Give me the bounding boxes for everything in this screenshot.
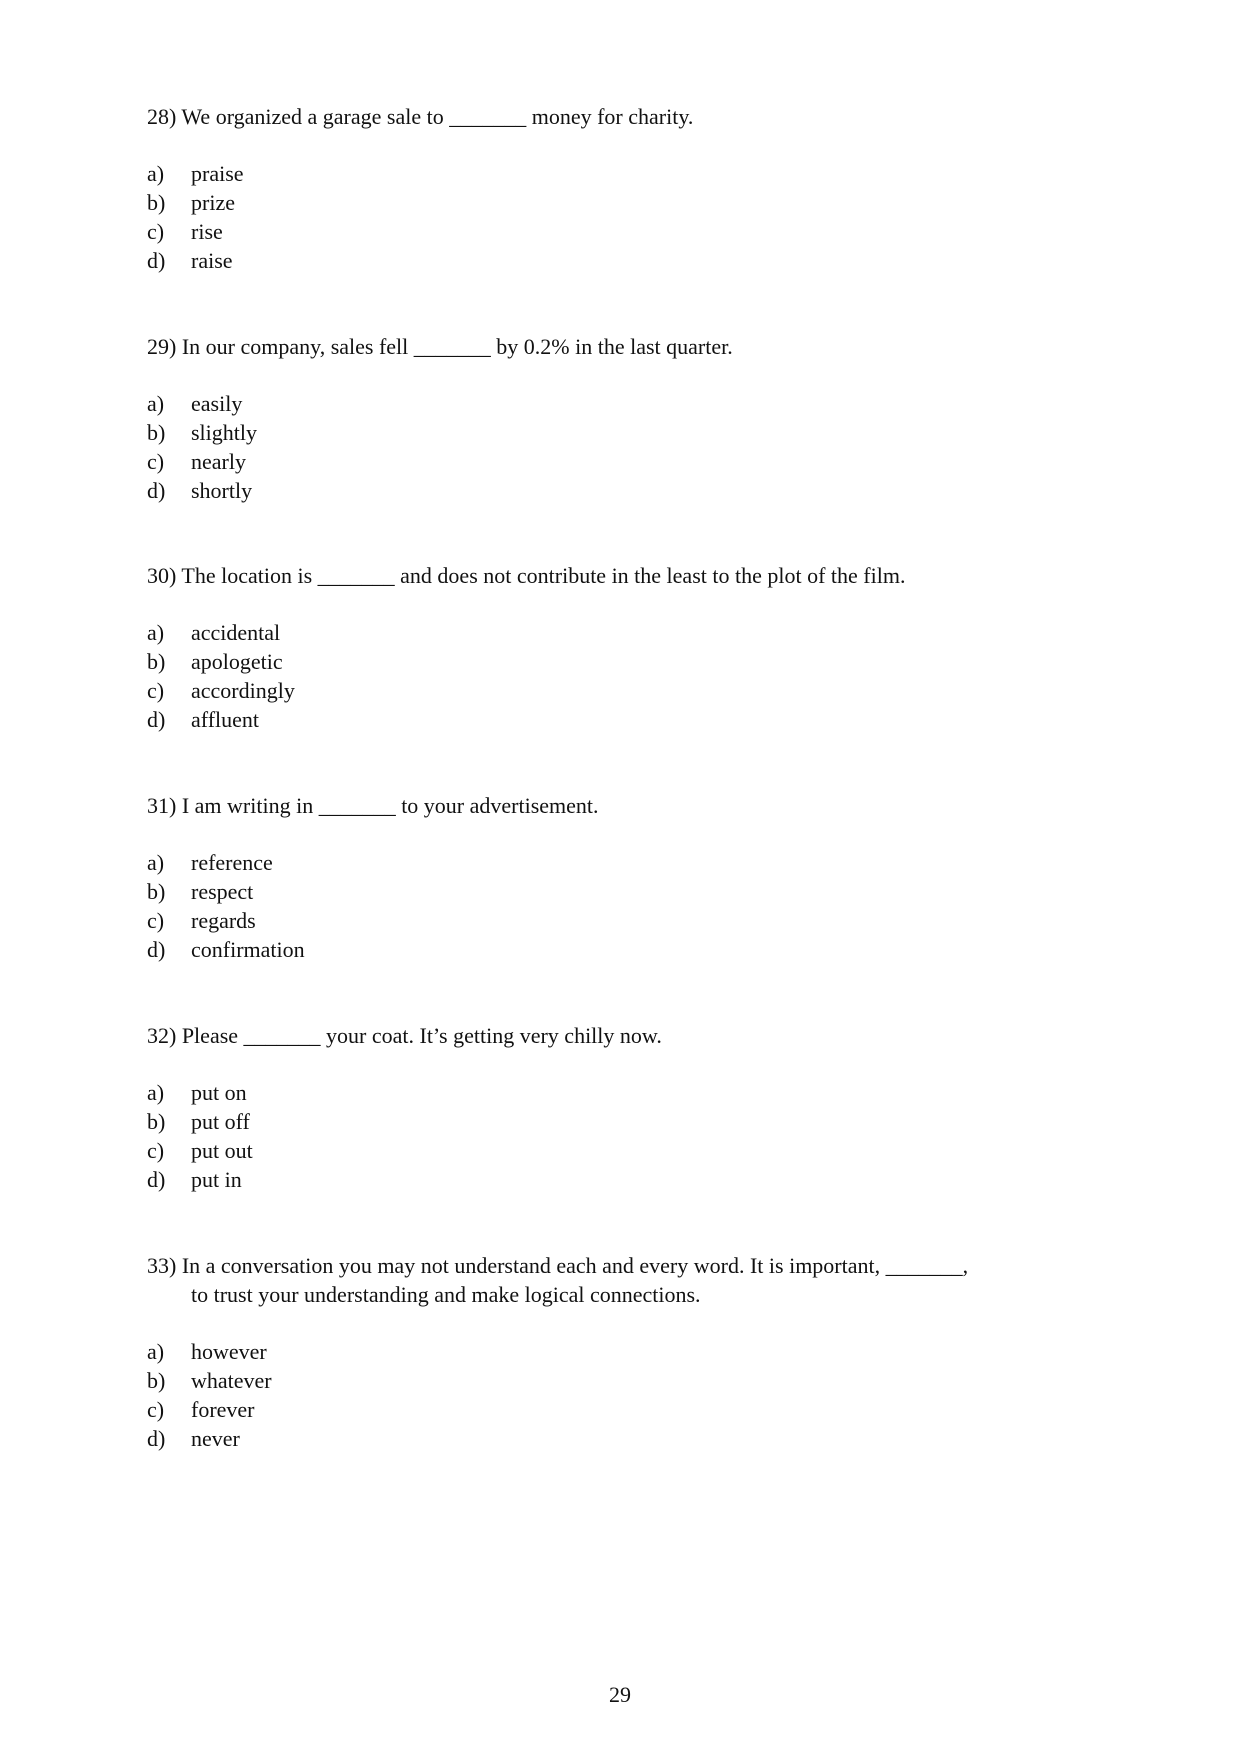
option-letter: c) xyxy=(147,908,165,933)
option xyxy=(147,447,1107,476)
option xyxy=(147,1078,1107,1107)
options-list xyxy=(147,159,1107,275)
option-letter: d) xyxy=(147,1426,166,1451)
option-letter: d) xyxy=(147,1167,166,1192)
option-letter: c) xyxy=(147,678,165,703)
option-letter: c) xyxy=(147,1397,165,1422)
option-text: easily xyxy=(191,391,243,416)
option xyxy=(147,476,1107,505)
option-text: nearly xyxy=(191,449,246,474)
question-stem xyxy=(147,561,1107,590)
question-stem xyxy=(147,791,1107,820)
option xyxy=(147,877,1107,906)
option xyxy=(147,188,1107,217)
option xyxy=(147,647,1107,676)
option xyxy=(147,618,1107,647)
option xyxy=(147,217,1107,246)
option-text: shortly xyxy=(191,478,253,503)
options-list xyxy=(147,618,1107,734)
stem-text: 31) I am writing in _______ to your advertisement. xyxy=(147,793,599,818)
option xyxy=(147,159,1107,188)
option-text: reference xyxy=(191,850,273,875)
option-letter: d) xyxy=(147,707,166,732)
option-letter: b) xyxy=(147,190,166,215)
option xyxy=(147,389,1107,418)
stem-text: 33) In a conversation you may not understand each and every word. It is important, _______, xyxy=(147,1253,969,1278)
option-letter: d) xyxy=(147,937,166,962)
option-text: whatever xyxy=(191,1368,272,1393)
question-30 xyxy=(147,561,1107,734)
option xyxy=(147,1366,1107,1395)
option-text: slightly xyxy=(191,420,258,445)
option xyxy=(147,1337,1107,1366)
option-letter: c) xyxy=(147,219,165,244)
option-text: put off xyxy=(191,1109,250,1134)
stem-text: 28) We organized a garage sale to _______ money for charity. xyxy=(147,104,694,129)
option xyxy=(147,1107,1107,1136)
option-letter: a) xyxy=(147,620,165,645)
option xyxy=(147,906,1107,935)
question-33 xyxy=(147,1251,1107,1453)
option xyxy=(147,1424,1107,1453)
option-letter: d) xyxy=(147,478,166,503)
option-letter: c) xyxy=(147,1138,165,1163)
option xyxy=(147,1136,1107,1165)
option-text: confirmation xyxy=(191,937,305,962)
option-text: accidental xyxy=(191,620,281,645)
option xyxy=(147,705,1107,734)
option-text: rise xyxy=(191,219,223,244)
question-29 xyxy=(147,332,1107,505)
question-31 xyxy=(147,791,1107,964)
option-text: affluent xyxy=(191,707,260,732)
option-text: put on xyxy=(191,1080,247,1105)
option-text: raise xyxy=(191,248,233,273)
option-text: apologetic xyxy=(191,649,283,674)
question-stem xyxy=(147,1021,1107,1050)
options-list xyxy=(147,1078,1107,1194)
option-text: accordingly xyxy=(191,678,295,703)
option-letter: c) xyxy=(147,449,165,474)
question-stem xyxy=(147,332,1107,361)
options-list xyxy=(147,1337,1107,1453)
option xyxy=(147,676,1107,705)
stem-text: 29) In our company, sales fell _______ by 0.2% in the last quarter. xyxy=(147,334,733,359)
option-letter: a) xyxy=(147,1339,165,1364)
options-list xyxy=(147,848,1107,964)
option-text: prize xyxy=(191,190,235,215)
option-text: put in xyxy=(191,1167,242,1192)
question-stem xyxy=(147,102,1107,131)
option-letter: b) xyxy=(147,1109,166,1134)
option-letter: b) xyxy=(147,879,166,904)
option-letter: b) xyxy=(147,649,166,674)
option-letter: a) xyxy=(147,850,165,875)
option-text: forever xyxy=(191,1397,255,1422)
question-32 xyxy=(147,1021,1107,1194)
stem-text: 32) Please _______ your coat. It’s getting very chilly now. xyxy=(147,1023,662,1048)
stem-text: 30) The location is _______ and does not contribute in the least to the plot of the film. xyxy=(147,563,906,588)
option xyxy=(147,1395,1107,1424)
options-list xyxy=(147,389,1107,505)
option-letter: b) xyxy=(147,420,166,445)
question-28 xyxy=(147,102,1107,275)
option-letter: a) xyxy=(147,161,165,186)
option xyxy=(147,848,1107,877)
option-text: regards xyxy=(191,908,256,933)
option xyxy=(147,418,1107,447)
option-text: praise xyxy=(191,161,244,186)
option xyxy=(147,935,1107,964)
stem-continuation: to trust your understanding and make logical connections. xyxy=(191,1282,701,1307)
option-text: however xyxy=(191,1339,267,1364)
option-letter: d) xyxy=(147,248,166,273)
option-text: respect xyxy=(191,879,254,904)
option-letter: a) xyxy=(147,391,165,416)
option-text: never xyxy=(191,1426,240,1451)
question-stem xyxy=(147,1251,1107,1309)
option-text: put out xyxy=(191,1138,253,1163)
option-letter: a) xyxy=(147,1080,165,1105)
page-number: 29 xyxy=(609,1682,631,1707)
option xyxy=(147,1165,1107,1194)
option-letter: b) xyxy=(147,1368,166,1393)
option xyxy=(147,246,1107,275)
